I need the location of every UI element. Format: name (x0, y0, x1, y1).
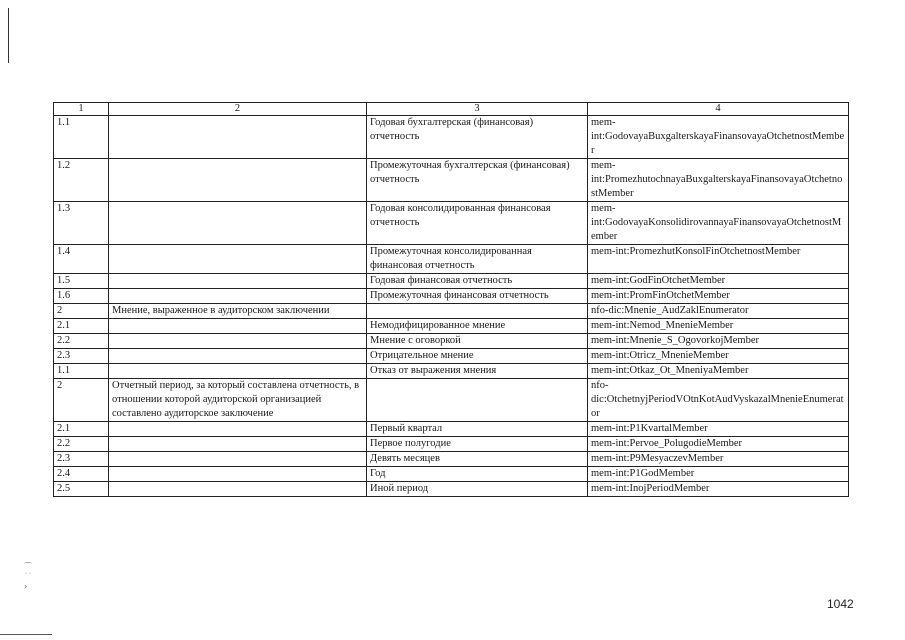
table-cell-col-1: 2.5 (54, 482, 109, 497)
table-body (54, 116, 849, 497)
table-cell-col-4: mem-int:GodovayaBuxgalterskayaFinansovayaOtchetnostMember (588, 116, 849, 159)
table-cell-col-3: Промежуточная консолидированная финансовая отчетность (367, 245, 588, 274)
table-cell-col-4: mem-int:InojPeriodMember (588, 482, 849, 497)
table-row (54, 364, 849, 379)
table-cell-col-2 (109, 422, 367, 437)
header-col-4: 4 (588, 103, 849, 116)
table-cell-col-2 (109, 202, 367, 245)
table-cell-col-4: mem-int:GodovayaKonsolidirovannayaFinansovayaOtchetnostMember (588, 202, 849, 245)
header-col-3: 3 (367, 103, 588, 116)
table-cell-col-1: 2 (54, 379, 109, 422)
table-cell-col-3: Мнение с оговоркой (367, 334, 588, 349)
table-cell-col-3: Промежуточная бухгалтерская (финансовая) отчетность (367, 159, 588, 202)
table-cell-col-2 (109, 274, 367, 289)
table-cell-col-1: 2.1 (54, 422, 109, 437)
table-cell-col-1: 1.4 (54, 245, 109, 274)
table-cell-col-1: 1.1 (54, 116, 109, 159)
table-cell-col-3: Промежуточная финансовая отчетность (367, 289, 588, 304)
table-cell-col-2 (109, 245, 367, 274)
table-row (54, 467, 849, 482)
table-cell-col-2 (109, 159, 367, 202)
table-cell-col-1: 2.3 (54, 452, 109, 467)
table-cell-col-4: mem-int:Otkaz_Ot_MneniyaMember (588, 364, 849, 379)
document-table (53, 102, 849, 497)
header-col-2: 2 (109, 103, 367, 116)
table-cell-col-4: mem-int:Otricz_MnenieMember (588, 349, 849, 364)
table-cell-col-2 (109, 452, 367, 467)
table-cell-col-2 (109, 482, 367, 497)
table-header-row (54, 103, 849, 116)
table-cell-col-2 (109, 437, 367, 452)
table-cell-col-3: Иной период (367, 482, 588, 497)
table-cell-col-3: Год (367, 467, 588, 482)
table-cell-col-3: Немодифицированное мнение (367, 319, 588, 334)
table-cell-col-4: mem-int:Nemod_MnenieMember (588, 319, 849, 334)
table-cell-col-1: 2.2 (54, 437, 109, 452)
margin-rule-left (8, 8, 9, 63)
table-row (54, 245, 849, 274)
table-row (54, 304, 849, 319)
table-cell-col-1: 1.3 (54, 202, 109, 245)
table-cell-col-4: mem-int:PromezhutKonsolFinOtchetnostMember (588, 245, 849, 274)
table-cell-col-1: 2 (54, 304, 109, 319)
table-cell-col-3: Первый квартал (367, 422, 588, 437)
table-cell-col-3: Годовая финансовая отчетность (367, 274, 588, 289)
table-cell-col-4: mem-int:P1KvartalMember (588, 422, 849, 437)
table-row (54, 319, 849, 334)
table-cell-col-3: Годовая бухгалтерская (финансовая) отчетность (367, 116, 588, 159)
table-cell-col-2: Отчетный период, за который составлена отчетность, в отношении которой аудиторской организацией составлено аудиторское заключение (109, 379, 367, 422)
table-cell-col-2: Мнение, выраженное в аудиторском заключении (109, 304, 367, 319)
table-cell-col-3 (367, 379, 588, 422)
table-row (54, 202, 849, 245)
table-row (54, 116, 849, 159)
table-cell-col-4: mem-int:P9MesyaczevMember (588, 452, 849, 467)
table-cell-col-4: nfo-dic:OtchetnyjPeriodVOtnKotAudVyskazalMnenieEnumerator (588, 379, 849, 422)
table-cell-col-1: 1.6 (54, 289, 109, 304)
table-cell-col-2 (109, 116, 367, 159)
table-cell-col-2 (109, 289, 367, 304)
table-cell-col-1: 2.4 (54, 467, 109, 482)
table-cell-col-2 (109, 364, 367, 379)
table-cell-col-1: 1.2 (54, 159, 109, 202)
margin-rule-bottom (0, 634, 52, 635)
table-cell-col-4: mem-int:Mnenie_S_OgovorkojMember (588, 334, 849, 349)
table-cell-col-3 (367, 304, 588, 319)
table-row (54, 482, 849, 497)
table-row (54, 437, 849, 452)
margin-marks: ⌒ ˙˙ › (24, 562, 32, 591)
table-cell-col-4: mem-int:P1GodMember (588, 467, 849, 482)
table-cell-col-3: Отказ от выражения мнения (367, 364, 588, 379)
table-cell-col-4: mem-int:Pervoe_PolugodieMember (588, 437, 849, 452)
table-cell-col-2 (109, 349, 367, 364)
table-cell-col-3: Первое полугодие (367, 437, 588, 452)
table-cell-col-1: 2.2 (54, 334, 109, 349)
table-cell-col-1: 1.1 (54, 364, 109, 379)
table-cell-col-3: Отрицательное мнение (367, 349, 588, 364)
table-cell-col-4: mem-int:PromFinOtchetMember (588, 289, 849, 304)
table-cell-col-1: 2.3 (54, 349, 109, 364)
table-row (54, 274, 849, 289)
table-cell-col-4: nfo-dic:Mnenie_AudZaklEnumerator (588, 304, 849, 319)
table-cell-col-4: mem-int:PromezhutochnayaBuxgalterskayaFinansovayaOtchetnostMember (588, 159, 849, 202)
table-cell-col-1: 2.1 (54, 319, 109, 334)
table-cell-col-2 (109, 334, 367, 349)
table-cell-col-2 (109, 467, 367, 482)
table-row (54, 289, 849, 304)
table-row (54, 452, 849, 467)
table-cell-col-3: Годовая консолидированная финансовая отчетность (367, 202, 588, 245)
page-number: 1042 (827, 597, 854, 611)
table-row (54, 334, 849, 349)
table-cell-col-3: Девять месяцев (367, 452, 588, 467)
table-row (54, 422, 849, 437)
header-col-1: 1 (54, 103, 109, 116)
table-cell-col-1: 1.5 (54, 274, 109, 289)
table-cell-col-2 (109, 319, 367, 334)
table-cell-col-4: mem-int:GodFinOtchetMember (588, 274, 849, 289)
table-row (54, 159, 849, 202)
table-row (54, 379, 849, 422)
table-row (54, 349, 849, 364)
